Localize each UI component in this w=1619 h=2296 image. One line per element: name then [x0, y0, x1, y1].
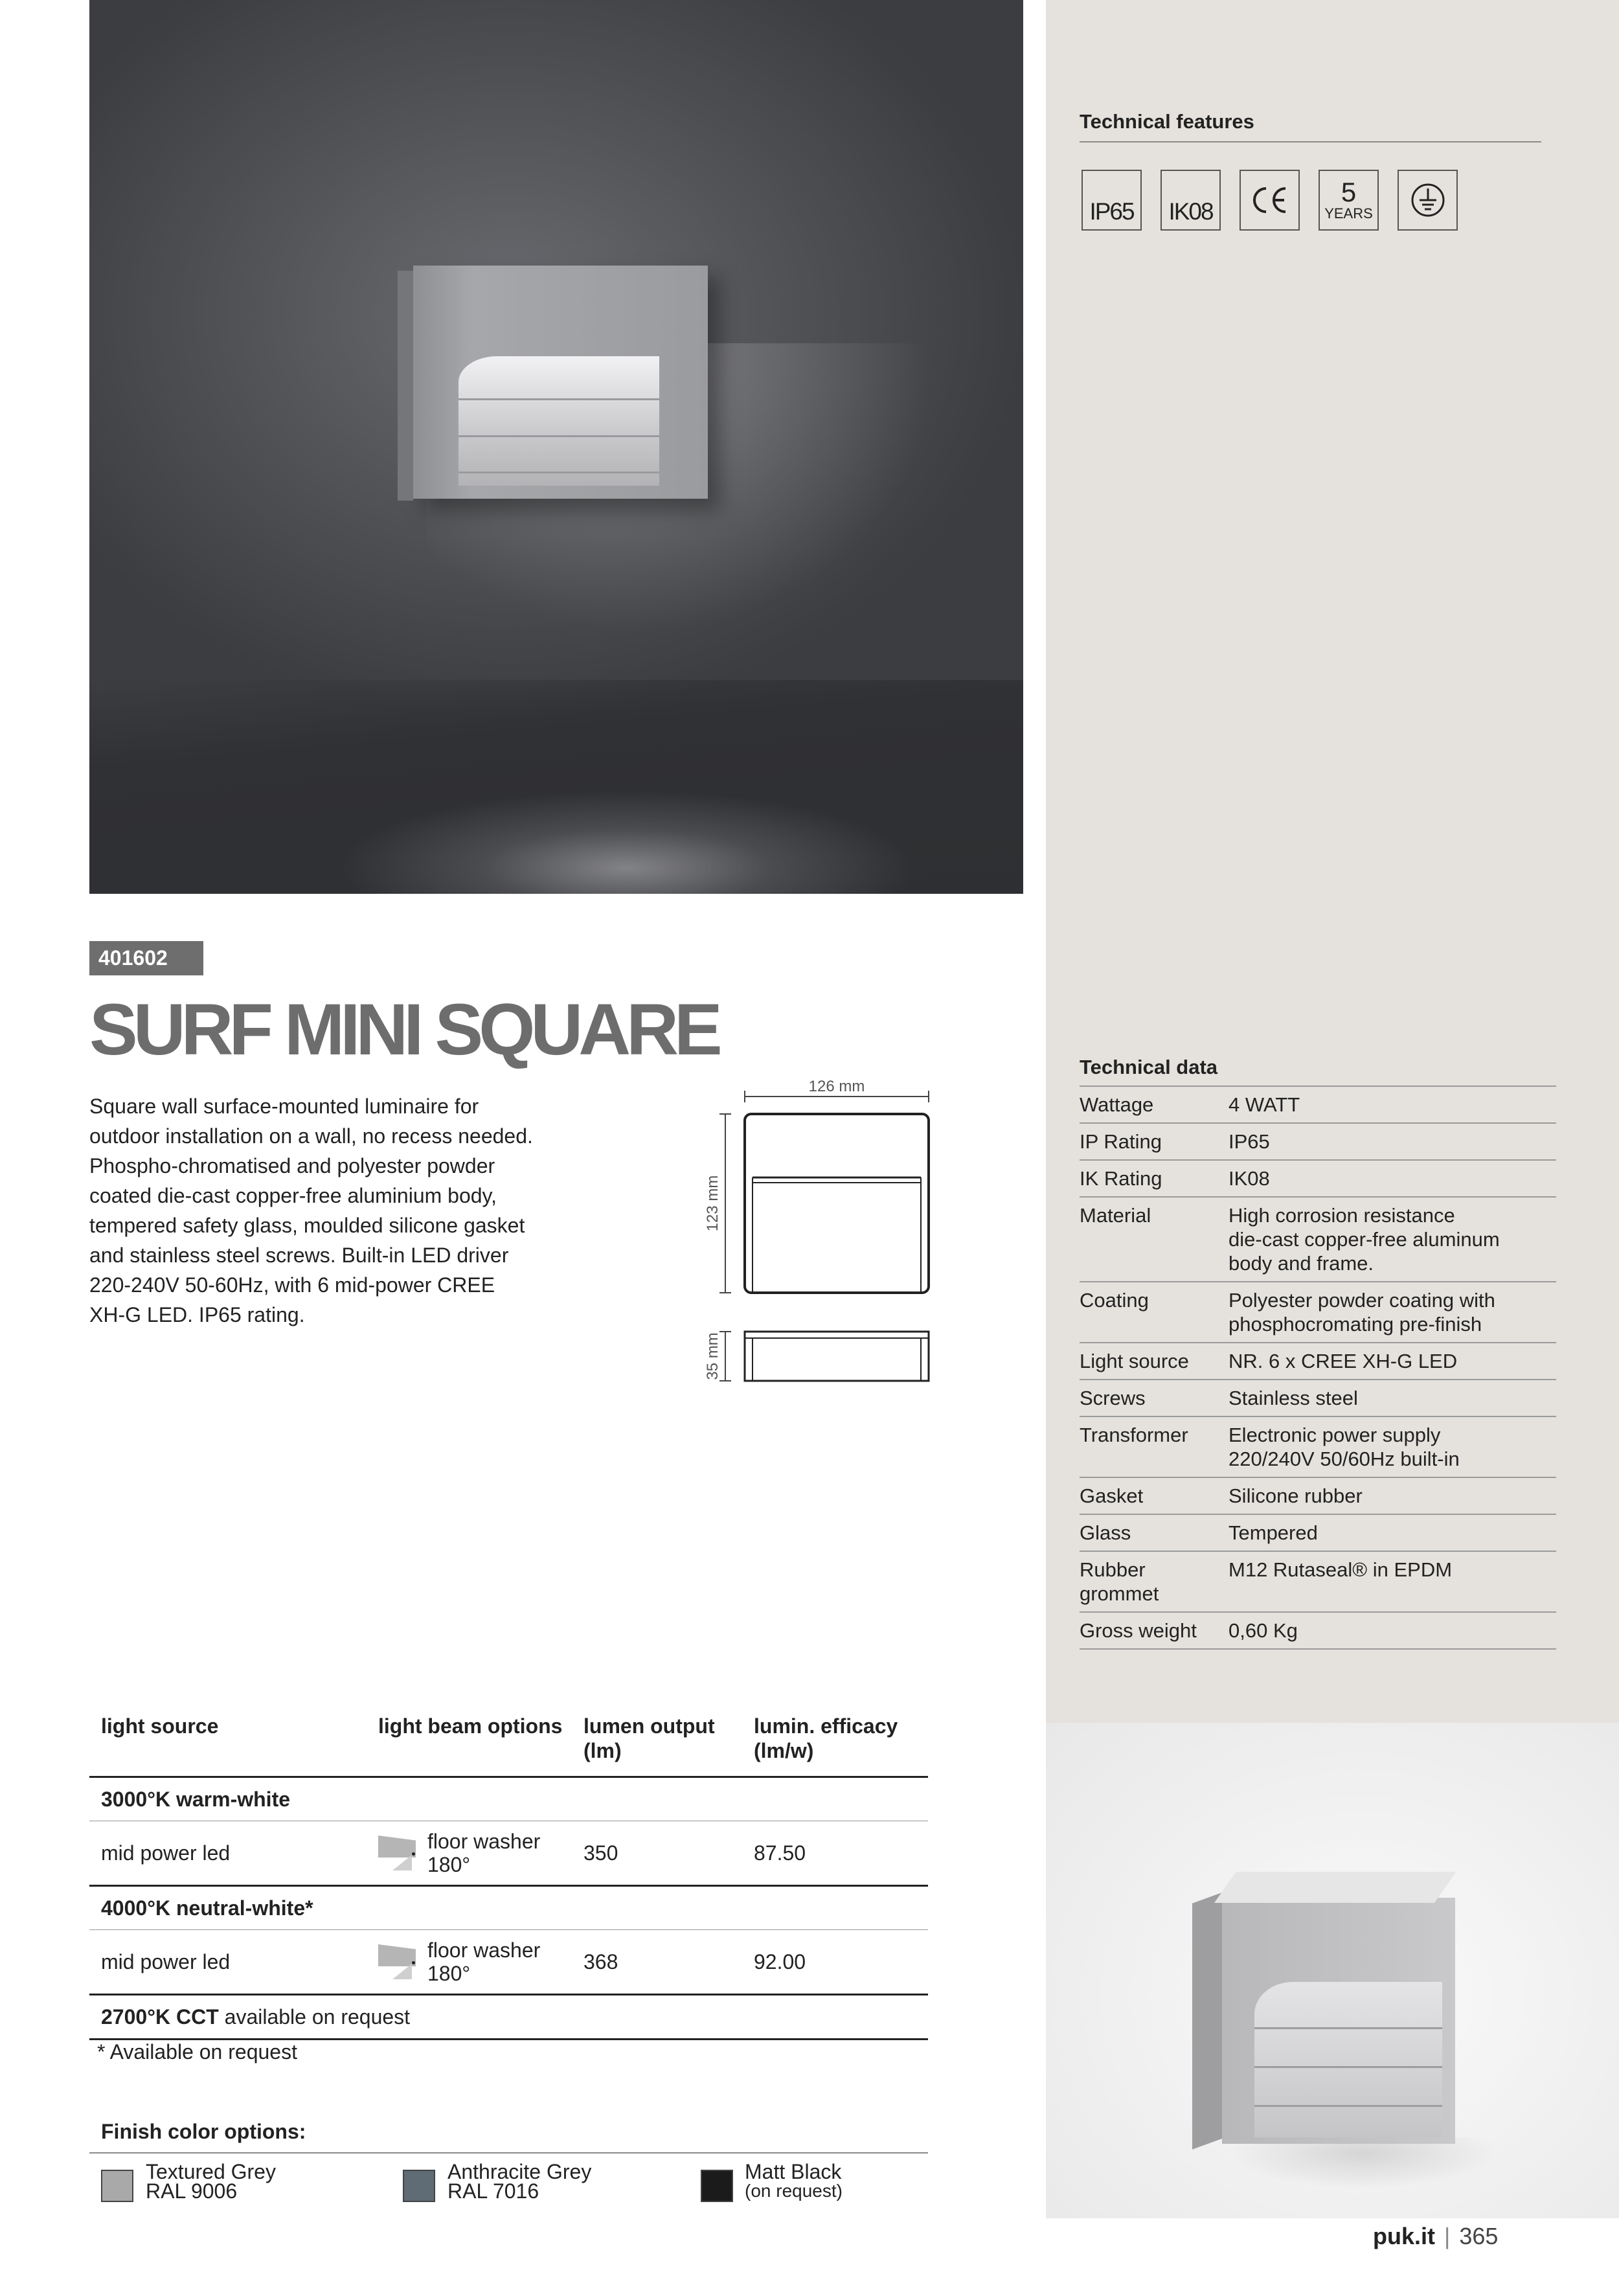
- spec-key: Gasket: [1080, 1477, 1228, 1514]
- spec-value: IP65: [1228, 1123, 1556, 1160]
- beam-angle: 180°: [427, 1853, 471, 1876]
- luminaire-fixture: [413, 266, 708, 499]
- header-efficacy: lumin. efficacy (lm/w): [742, 1702, 928, 1777]
- cell-source: mid power led: [89, 1821, 367, 1886]
- table-group-row: [89, 1777, 928, 1821]
- technical-data-table: [1080, 1085, 1556, 1650]
- page-number: 365: [1459, 2223, 1499, 2249]
- spec-key: Rubber grommet: [1080, 1551, 1228, 1612]
- spec-key: Wattage: [1080, 1086, 1228, 1123]
- spec-key: Light source: [1080, 1343, 1228, 1380]
- floor-glow: [335, 790, 918, 894]
- dimension-drawing: [699, 1075, 971, 1399]
- table-row: [1080, 1197, 1556, 1282]
- ce-mark-icon: [1240, 170, 1300, 231]
- warranty-number: 5: [1341, 177, 1357, 207]
- finish-label-textured-grey: Textured Grey RAL 9006: [146, 2160, 276, 2203]
- cct-note: [89, 1995, 928, 2040]
- cct-note-bold: 2700°K CCT: [101, 2005, 219, 2029]
- header-lumen-output: lumen output (lm): [572, 1702, 742, 1777]
- product-photo: [1046, 1723, 1619, 2218]
- table-row: [1080, 1380, 1556, 1416]
- cell-beam: [367, 1821, 572, 1886]
- header-light-beam: light beam options: [367, 1702, 572, 1777]
- width-label: 126 mm: [808, 1078, 865, 1095]
- spec-key: Transformer: [1080, 1416, 1228, 1477]
- ik08-icon: IK08: [1160, 170, 1221, 231]
- spec-value: IK08: [1228, 1160, 1556, 1197]
- swatch-textured-grey: [101, 2170, 133, 2202]
- spec-value: Stainless steel: [1228, 1380, 1556, 1416]
- spec-value: High corrosion resistance die-cast copper-free aluminum body and frame.: [1228, 1197, 1556, 1282]
- ip65-icon: IP65: [1081, 170, 1142, 231]
- finish-label-matt-black: Matt Black (on request): [745, 2160, 843, 2201]
- spec-key: Glass: [1080, 1514, 1228, 1551]
- swatch-matt-black: [701, 2170, 733, 2202]
- site-link[interactable]: puk.it: [1373, 2223, 1435, 2249]
- cell-efficacy: 92.00: [742, 1930, 928, 1995]
- depth-label: 35 mm: [704, 1332, 721, 1380]
- spec-key: Screws: [1080, 1380, 1228, 1416]
- cell-beam: [367, 1930, 572, 1995]
- floor-washer-icon: [378, 1836, 418, 1870]
- divider: [1080, 141, 1541, 142]
- group-label: 4000°K neutral-white*: [89, 1886, 928, 1930]
- header-light-source: light source: [89, 1702, 367, 1777]
- beam-name: floor washer: [427, 1830, 541, 1853]
- cell-efficacy: 87.50: [742, 1821, 928, 1886]
- table-row: [1080, 1343, 1556, 1380]
- height-label: 123 mm: [704, 1175, 721, 1232]
- table-row: [1080, 1416, 1556, 1477]
- technical-features-title: Technical features: [1080, 110, 1254, 133]
- spec-value: Tempered: [1228, 1514, 1556, 1551]
- spec-key: Gross weight: [1080, 1612, 1228, 1649]
- spec-key: Material: [1080, 1197, 1228, 1282]
- table-row: [1080, 1160, 1556, 1197]
- spec-key: IP Rating: [1080, 1123, 1228, 1160]
- spec-value: NR. 6 x CREE XH-G LED: [1228, 1343, 1556, 1380]
- warranty-label: YEARS: [1324, 205, 1373, 222]
- warranty-years-icon: [1319, 170, 1379, 231]
- page-footer: puk.it | 365: [1373, 2223, 1499, 2249]
- group-label: 3000°K warm-white: [89, 1777, 928, 1821]
- beam-angle: 180°: [427, 1962, 471, 1985]
- table-row: [1080, 1282, 1556, 1343]
- finish-label-anthracite-grey: Anthracite Grey RAL 7016: [447, 2160, 592, 2203]
- earth-ground-icon: [1398, 170, 1458, 231]
- swatch-anthracite-grey: [403, 2170, 435, 2202]
- technical-data-title: Technical data: [1080, 1056, 1218, 1078]
- divider: [89, 2152, 928, 2154]
- photometric-table: [89, 1702, 928, 2040]
- spec-value: 0,60 Kg: [1228, 1612, 1556, 1649]
- table-note-row: [89, 1995, 928, 2040]
- table-row: [89, 1821, 928, 1886]
- cell-lumen: 368: [572, 1930, 742, 1995]
- spec-value: 4 WATT: [1228, 1086, 1556, 1123]
- footnote: * Available on request: [97, 2040, 297, 2063]
- cell-source: mid power led: [89, 1930, 367, 1995]
- table-row: [1080, 1514, 1556, 1551]
- table-row: [1080, 1086, 1556, 1123]
- table-group-row: [89, 1886, 928, 1930]
- product-title: SURF MINI SQUARE: [89, 989, 718, 1070]
- floor-washer-icon: [378, 1944, 418, 1979]
- table-row: [1080, 1123, 1556, 1160]
- table-row: [1080, 1612, 1556, 1649]
- spec-value: M12 Rutaseal® in EPDM: [1228, 1551, 1556, 1612]
- cell-lumen: 350: [572, 1821, 742, 1886]
- cct-note-text: available on request: [218, 2005, 411, 2029]
- table-row: [1080, 1551, 1556, 1612]
- product-code: 401602: [89, 941, 203, 975]
- beam-name: floor washer: [427, 1938, 541, 1962]
- spec-value: Silicone rubber: [1228, 1477, 1556, 1514]
- finish-options-title: Finish color options:: [101, 2120, 306, 2143]
- spec-value: Electronic power supply 220/240V 50/60Hz built-in: [1228, 1416, 1556, 1477]
- hero-photo: [89, 0, 1023, 894]
- spec-key: IK Rating: [1080, 1160, 1228, 1197]
- table-header-row: [89, 1702, 928, 1777]
- product-description: Square wall surface-mounted luminaire for outdoor installation on a wall, no recess needed. Phospho-chromatised and polyester powder coated die-cast copper-free aluminium body, tempered safety glass, moulded silicone gasket and stainless steel screws. Built-in LED driver 220-240V 50-60Hz, with 6 mid-power CREE XH-G LED. IP65 rating.: [89, 1095, 533, 1326]
- table-row: [89, 1930, 928, 1995]
- table-row: [1080, 1477, 1556, 1514]
- spec-value: Polyester powder coating with phosphocromating pre-finish: [1228, 1282, 1556, 1343]
- spec-key: Coating: [1080, 1282, 1228, 1343]
